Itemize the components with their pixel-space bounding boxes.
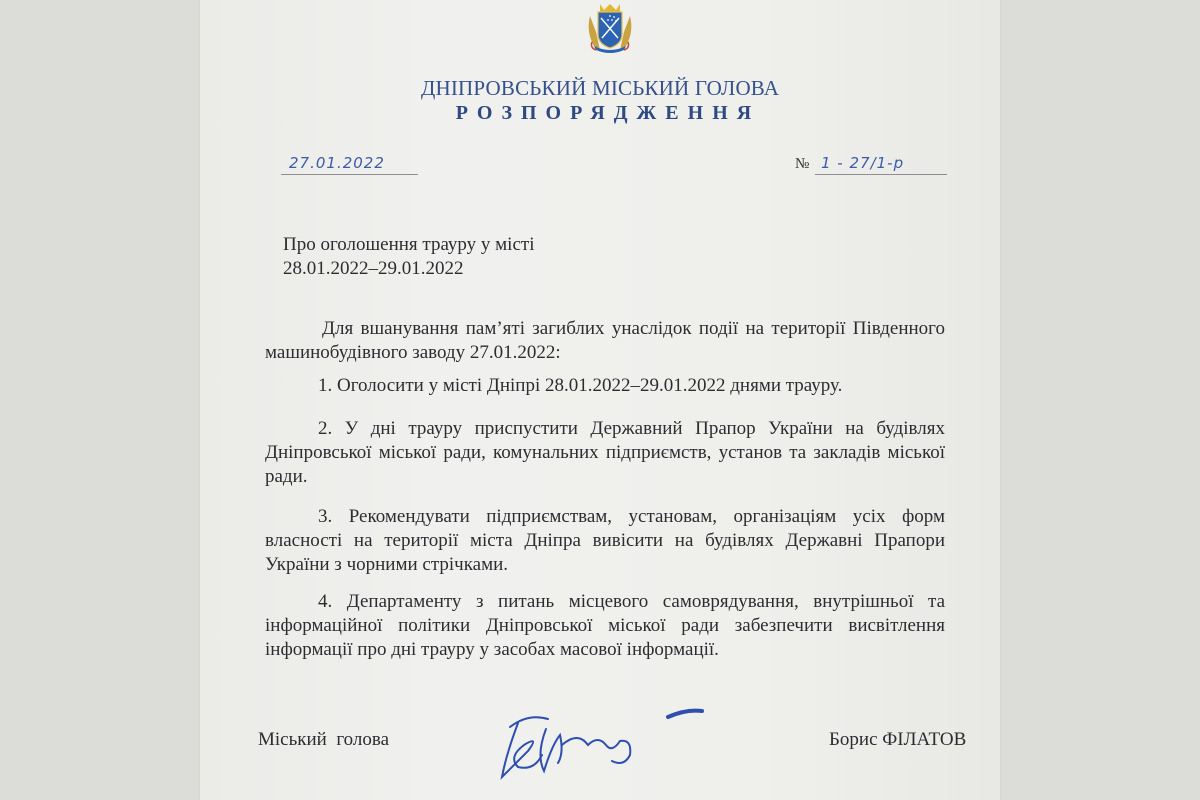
document-subject <box>283 233 534 281</box>
signatory-name: Борис ФІЛАТОВ <box>829 729 967 750</box>
signatory-position: Міський голова <box>258 729 390 750</box>
document-date: 27.01.2022 <box>289 154 385 172</box>
order-item-4 <box>265 590 945 662</box>
order-item-3 <box>265 505 945 577</box>
order-item-text: 3. Рекомендувати підприємствам, установам, організаціям усіх форм власності на території міста Дніпра вивісити на будівлях Державні Прапори України з чорними стрічками. <box>265 506 945 575</box>
order-item-2 <box>265 417 945 489</box>
preamble-paragraph <box>265 317 945 365</box>
document-type-title: РОЗПОРЯДЖЕННЯ <box>455 102 761 124</box>
order-item-1 <box>265 374 945 398</box>
order-item-text: 4. Департаменту з питань місцевого самоврядування, внутрішньої та інформаційної політики Дніпровської міської ради забезпечити висвітлення інформації про дні трауру у засобах масової інформації. <box>265 591 945 660</box>
number-label: № <box>795 156 810 172</box>
document-number: 1 - 27/1-р <box>821 154 905 172</box>
document-date-field <box>281 154 418 175</box>
order-item-text: 2. У дні трауру приспустити Державний Прапор України на будівлях Дніпровської міської ради, комунальних підприємств, установ та закладів міської ради. <box>265 418 945 487</box>
subject-line-2: 28.01.2022–29.01.2022 <box>283 258 464 279</box>
order-item-text: 1. Оголосити у місті Дніпрі 28.01.2022–29.01.2022 днями трауру. <box>318 375 843 396</box>
document-number-field <box>815 154 947 175</box>
preamble-text: Для вшанування пам’яті загиблих унаслідок події на території Південного машинобудівного заводу 27.01.2022: <box>265 318 945 363</box>
issuing-authority: ДНІПРОВСЬКИЙ МІСЬКИЙ ГОЛОВА <box>420 76 780 100</box>
coat-of-arms-icon <box>586 2 634 54</box>
handwritten-signature-icon <box>488 705 728 785</box>
subject-line-1: Про оголошення трауру у місті <box>283 234 535 255</box>
